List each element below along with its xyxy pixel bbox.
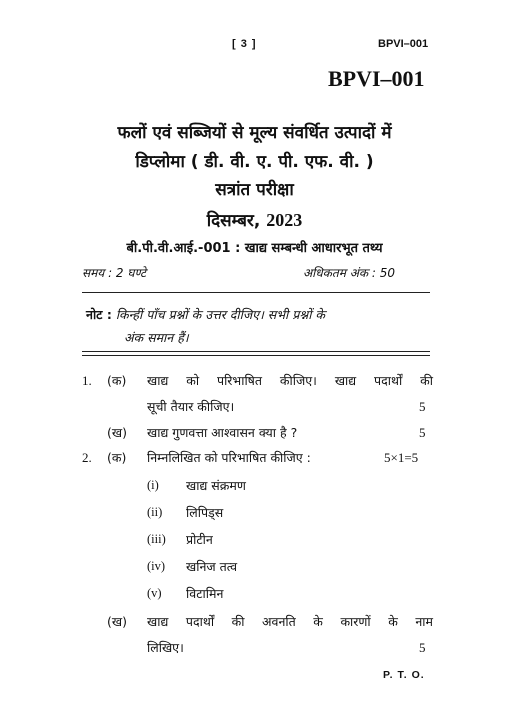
divider bbox=[82, 355, 430, 356]
question-marks: 5 bbox=[419, 399, 426, 414]
question-text: खाद्य को परिभाषित कीजिए। खाद्य पदार्थों की bbox=[147, 373, 433, 388]
question-text: खाद्य गुणवत्ता आश्वासन क्या है ? bbox=[147, 425, 298, 440]
sub-item-number: (v) bbox=[147, 586, 162, 600]
question-marks: 5 bbox=[419, 425, 426, 440]
question-text: लिखिए। bbox=[147, 640, 184, 655]
question-number: 1. bbox=[82, 373, 92, 388]
question-marks: 5 bbox=[419, 640, 426, 655]
sub-item-text: खाद्य संक्रमण bbox=[186, 478, 246, 493]
question-text: निम्नलिखित को परिभाषित कीजिए : bbox=[147, 450, 311, 465]
course-title: बी.पी.वी.आई.-001 : खाद्य सम्बन्धी आधारभूत तथ्य bbox=[126, 241, 383, 256]
question-text: सूची तैयार कीजिए। bbox=[147, 399, 235, 414]
sub-item-number: (iv) bbox=[147, 559, 166, 573]
paper-code: BPVI–001 bbox=[328, 66, 425, 91]
question-marks: 5×1=5 bbox=[384, 450, 419, 465]
divider bbox=[82, 292, 430, 293]
sub-item-number: (i) bbox=[147, 478, 159, 492]
sub-item-text: लिपिड्स bbox=[186, 505, 224, 520]
note-label: नोट : bbox=[86, 307, 112, 322]
exam-month: दिसम्बर, bbox=[206, 211, 261, 231]
sub-item-text: विटामिन bbox=[186, 586, 224, 601]
question-text: खाद्य पदार्थों की अवनति के कारणों के नाम bbox=[147, 614, 433, 629]
programme-title-line1: फलों एवं सब्जियों से मूल्य संवर्धित उत्पादों में bbox=[117, 123, 392, 143]
header-code: BPVI–001 bbox=[378, 38, 429, 50]
part-label: (क) bbox=[107, 450, 127, 465]
exam-date bbox=[0, 208, 509, 231]
sub-item-number: (ii) bbox=[147, 505, 163, 519]
programme-title-line2: डिप्लोमा ( डी. वी. ए. पी. एफ. वी. ) bbox=[135, 152, 374, 172]
exam-year: 2023 bbox=[266, 210, 303, 230]
divider bbox=[82, 351, 430, 352]
part-label: (क) bbox=[107, 373, 127, 388]
please-turn-over: P. T. O. bbox=[383, 669, 425, 681]
question-number: 2. bbox=[82, 450, 92, 465]
time-allowed: समय : 2 घण्टे bbox=[82, 266, 147, 280]
sub-item-text: खनिज तत्व bbox=[186, 559, 238, 574]
page-number: [ 3 ] bbox=[232, 38, 257, 50]
part-label: (ख) bbox=[107, 614, 127, 629]
exam-title: सत्रांत परीक्षा bbox=[215, 180, 294, 200]
maximum-marks: अधिकतम अंक : 50 bbox=[303, 266, 396, 280]
note-text-line1: किन्हीं पाँच प्रश्नों के उत्तर दीजिए। सभी प्रश्नों के bbox=[115, 307, 326, 322]
note-block bbox=[86, 303, 430, 349]
sub-item-text: प्रोटीन bbox=[186, 532, 213, 547]
part-label: (ख) bbox=[107, 425, 127, 440]
note-text-line2: अंक समान हैं। bbox=[124, 330, 189, 345]
sub-item-number: (iii) bbox=[147, 532, 166, 546]
